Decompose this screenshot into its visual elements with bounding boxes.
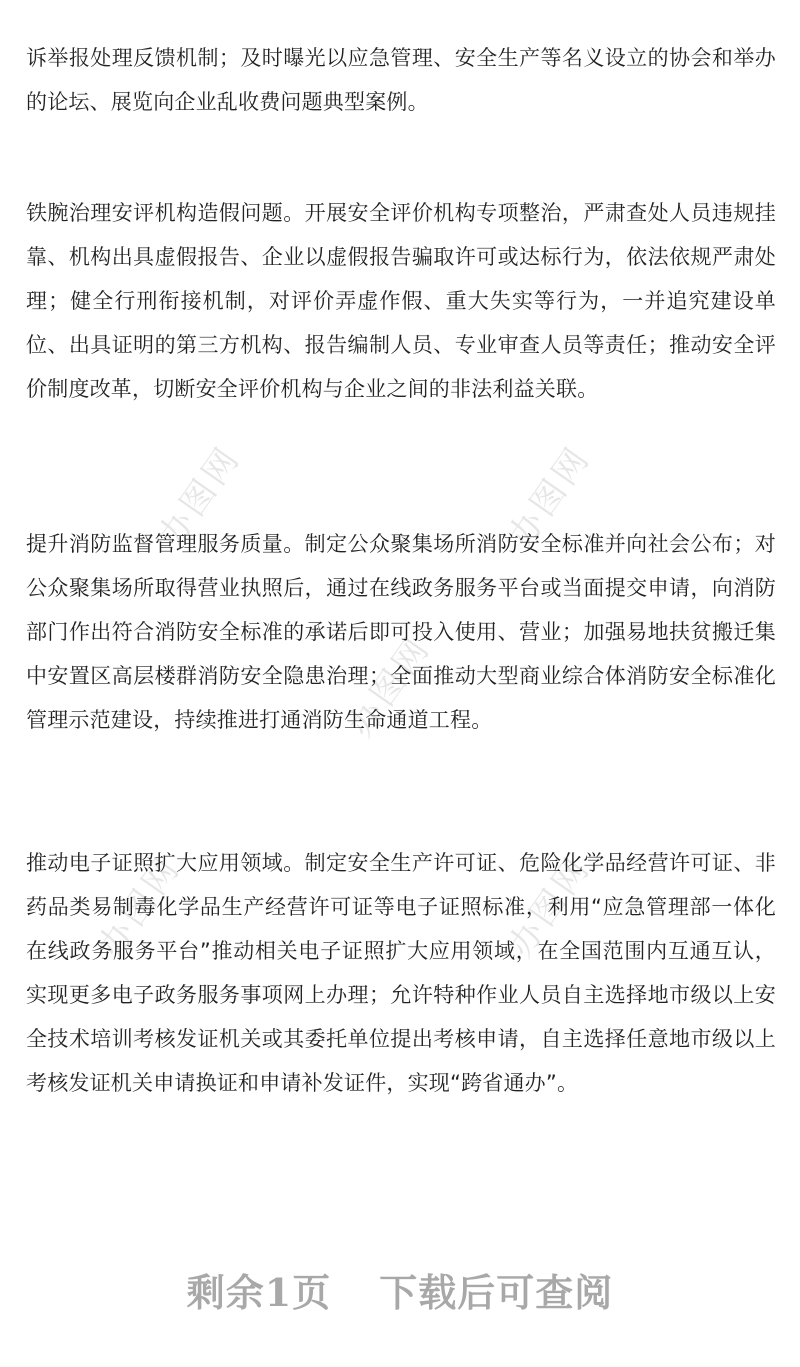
watermark: 办图网 xyxy=(500,438,599,555)
download-prompt[interactable] xyxy=(0,1262,800,1317)
paragraph-fire-supervision: 提升消防监督管理服务质量。制定公众聚集场所消防安全标准并向社会公布；对公众聚集场所取得营业执照后，通过在线政务服务平台或当面提交申请，向消防部门作出符合消防安全标准的承诺后即可投入使用、营业；加强易地扶贫搬迁集中安置区高层楼群消防安全隐患治理；全面推动大型商业综合体消防安全标准化管理示范建设，持续推进打通消防生命通道工程。 xyxy=(26,532,776,732)
watermark: 办图网 xyxy=(500,848,599,965)
paragraph-electronic-licenses: 推动电子证照扩大应用领域。制定安全生产许可证、危险化学品经营许可证、非药品类易制毒化学品生产经营许可证等电子证照标准，利用“应急管理部一体化在线政务服务平台”推动相关电子证照扩大应用领域，在全国范围内互通互认，实现更多电子政务服务事项网上办理；允许特种作业人员自主选择地市级以上安全技术培训考核发证机关或其委托单位提出考核申请，自主选择任意地市级以上考核发证机关申请换证和申请补发证件，实现“跨省通办”。 xyxy=(26,851,776,1095)
paragraph-safety-evaluation: 铁腕治理安评机构造假问题。开展安全评价机构专项整治，严肃查处人员违规挂靠、机构出具虚假报告、企业以虚假报告骗取许可或达标行为，依法依规严肃处理；健全行刑衔接机制，对评价弄虚作假、重大失实等行为，一并追究建设单位、出具证明的第三方机构、报告编制人员、专业审查人员等责任；推动安全评价制度改革，切断安全评价机构与企业之间的非法利益关联。 xyxy=(26,201,776,401)
watermark: 办图网 xyxy=(340,628,439,745)
download-to-view-label: 下载后可查阅 xyxy=(379,1270,614,1315)
watermark: 办图网 xyxy=(150,438,249,555)
remaining-pages-label: 剩余1页 xyxy=(186,1270,332,1315)
paragraph-complaint-feedback: 诉举报处理反馈机制；及时曝光以应急管理、安全生产等名义设立的协会和举办的论坛、展览向企业乱收费问题典型案例。 xyxy=(26,46,776,114)
watermark: 办图网 xyxy=(90,848,189,965)
